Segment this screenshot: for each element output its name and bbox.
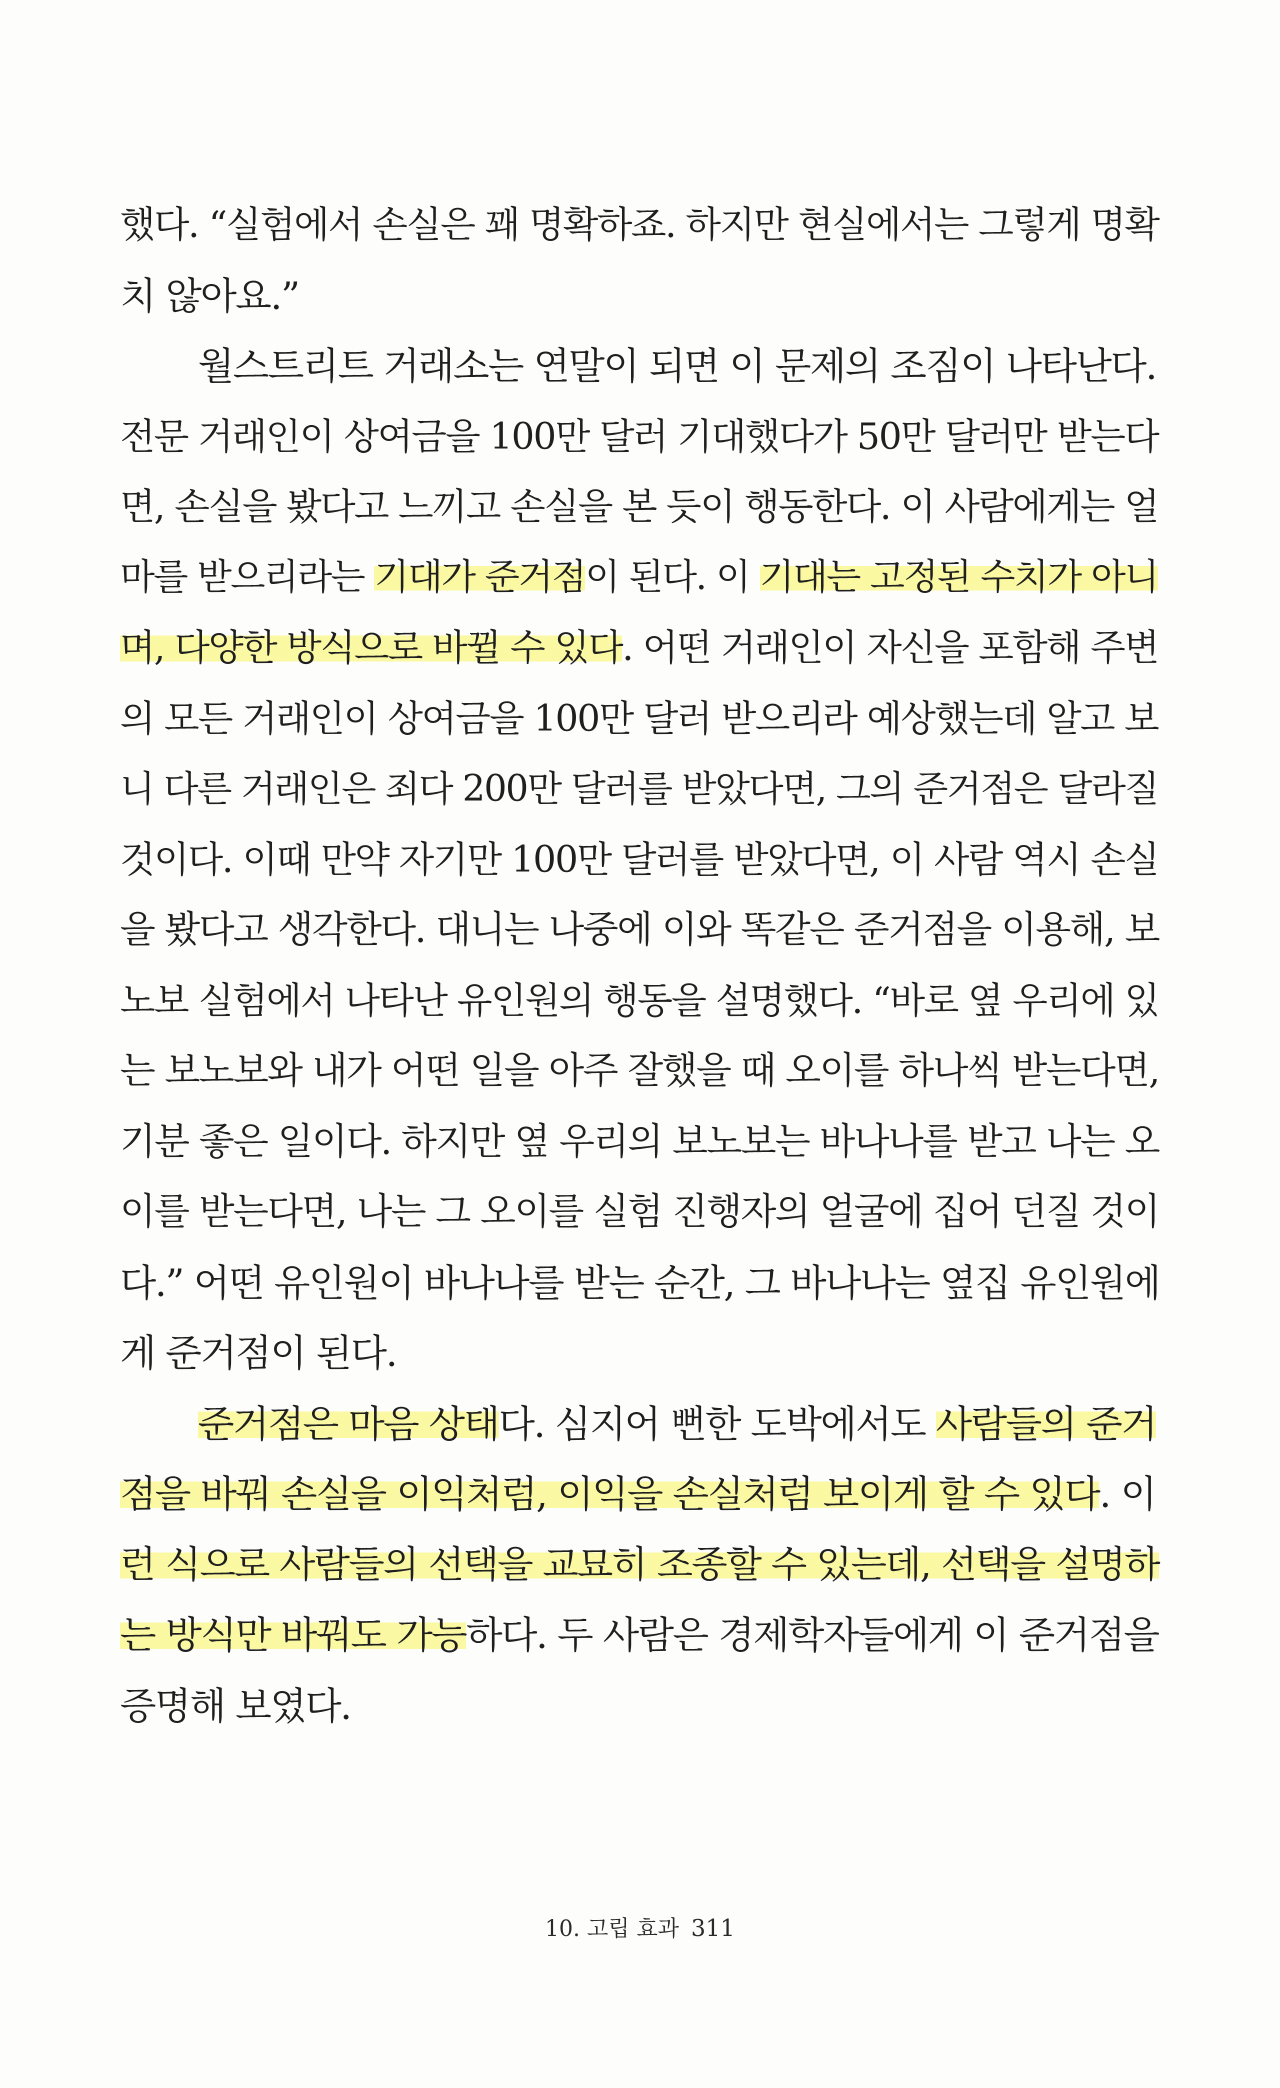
text-segment: 면, 손실을 봤다고 느끼고 손실을 본 듯이 행동한다. 이 사람에게는 얼 — [120, 485, 1159, 528]
text-line — [120, 1600, 1160, 1671]
text-segment: 월스트리트 거래소는 연말이 되면 이 문제의 조짐이 나타난다. — [198, 344, 1157, 388]
text-line — [120, 543, 1160, 614]
text-segment: 을 봤다고 생각한다. 대니는 나중에 이와 똑같은 준거점을 이용해, 보 — [120, 908, 1159, 951]
text-segment: 이 된다. 이 — [585, 556, 760, 598]
text-segment: 는 보노보와 내가 어떤 일을 아주 잘했을 때 오이를 하나씩 받는다면, — [120, 1049, 1159, 1092]
text-line — [120, 754, 1160, 825]
text-segment: 게 준거점이 된다. — [120, 1331, 397, 1375]
text-line — [120, 1671, 1160, 1742]
text-line — [120, 825, 1160, 896]
text-segment: 의 모든 거래인이 상여금을 100만 달러 받으리라 예상했는데 알고 보 — [120, 696, 1159, 740]
highlighted-text: 런 식으로 사람들의 선택을 교묘히 조종할 수 있는데, 선택을 설명하 — [120, 1542, 1160, 1586]
highlighted-text: 는 방식만 바꿔도 가능 — [120, 1613, 467, 1657]
text-line — [120, 402, 1160, 473]
text-line — [120, 1459, 1160, 1530]
text-line — [120, 1107, 1160, 1178]
text-segment: 것이다. 이때 만약 자기만 100만 달러를 받았다면, 이 사람 역시 손실 — [120, 837, 1159, 881]
text-line — [120, 895, 1160, 966]
highlighted-text: 사람들의 준거 — [935, 1401, 1157, 1446]
text-line — [120, 190, 1160, 261]
text-line — [120, 261, 1160, 332]
text-segment: . 어떤 거래인이 자신을 포함해 주변 — [622, 626, 1159, 669]
text-line — [120, 331, 1160, 402]
body-text — [120, 190, 1160, 1741]
text-line — [120, 1389, 1160, 1460]
text-segment: . 이 — [1099, 1472, 1156, 1516]
text-line — [120, 1248, 1160, 1319]
text-segment: 했다. “실험에서 손실은 꽤 명확하죠. 하지만 현실에서는 그렇게 명확 — [120, 203, 1159, 246]
text-segment: 하다. 두 사람은 경제학자들에게 이 준거점을 — [466, 1613, 1159, 1657]
text-line — [120, 1530, 1160, 1601]
highlighted-text: 점을 바꿔 손실을 이익처럼, 이익을 손실처럼 보이게 할 수 있다 — [120, 1472, 1100, 1516]
text-line — [120, 1177, 1160, 1248]
text-segment: 기분 좋은 일이다. 하지만 옆 우리의 보노보는 바나나를 받고 나는 오 — [120, 1119, 1159, 1163]
text-segment: 전문 거래인이 상여금을 100만 달러 기대했다가 50만 달러만 받는다 — [120, 414, 1159, 458]
text-line — [120, 1036, 1160, 1107]
text-segment: 니 다른 거래인은 죄다 200만 달러를 받았다면, 그의 준거점은 달라질 — [120, 768, 1159, 810]
text-segment: 마를 받으리라는 — [120, 556, 375, 598]
highlighted-text: 기대가 준거점 — [374, 556, 586, 598]
chapter-title: 10. 고립 효과 — [545, 1917, 680, 1942]
page-number: 311 — [691, 1916, 735, 1942]
text-line — [120, 472, 1160, 543]
text-line — [120, 684, 1160, 755]
text-line — [120, 966, 1160, 1037]
page-footer — [0, 1912, 1280, 1943]
text-line — [120, 1318, 1160, 1389]
text-segment: 증명해 보였다. — [120, 1683, 351, 1728]
text-segment: 이를 받는다면, 나는 그 오이를 실험 진행자의 얼굴에 집어 던질 것이 — [120, 1190, 1159, 1233]
highlighted-text: 기대는 고정된 수치가 아니 — [759, 556, 1158, 598]
text-line — [120, 613, 1160, 684]
highlighted-text: 준거점은 마음 상태 — [198, 1401, 499, 1446]
text-segment: 치 않아요.” — [120, 273, 299, 318]
text-segment: 다. 심지어 뻔한 도박에서도 — [498, 1401, 936, 1446]
highlighted-text: 며, 다양한 방식으로 바뀔 수 있다 — [120, 626, 623, 669]
text-segment: 다.” 어떤 유인원이 바나나를 받는 순간, 그 바나나는 옆집 유인원에 — [120, 1260, 1160, 1305]
text-segment: 노보 실험에서 나타난 유인원의 행동을 설명했다. “바로 옆 우리에 있 — [120, 978, 1159, 1022]
